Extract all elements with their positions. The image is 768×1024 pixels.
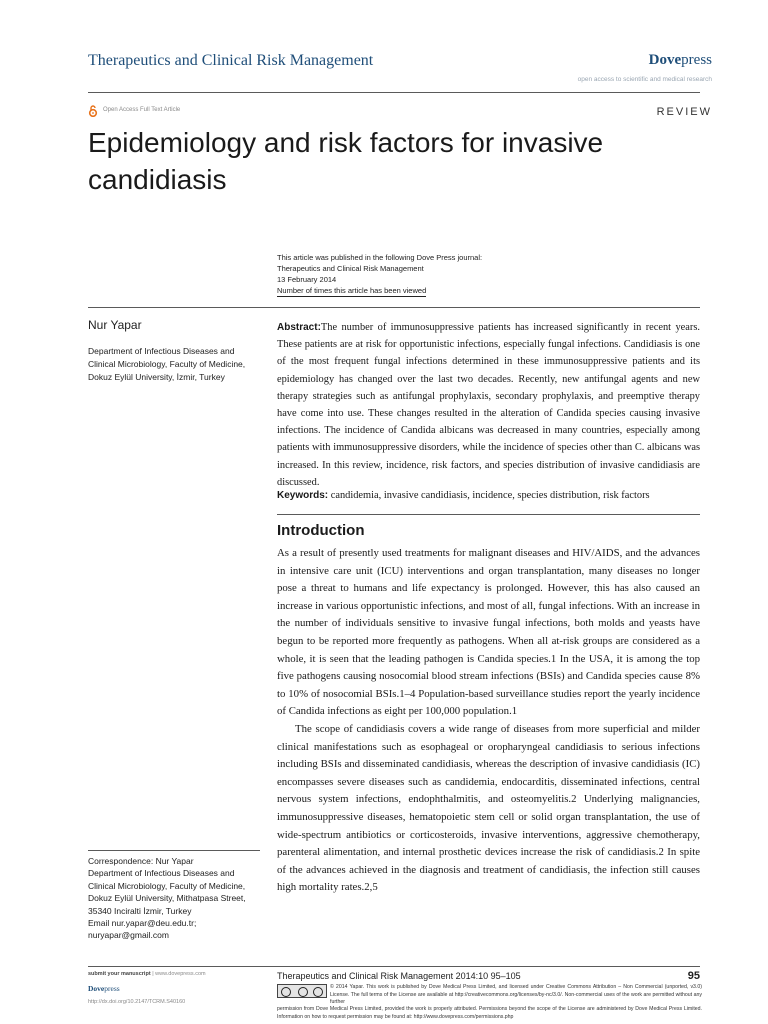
correspondence-line: 35340 Inciralti İzmir, Turkey: [88, 905, 192, 916]
footer-brand-dove: Dove: [88, 984, 105, 993]
paragraph: The scope of candidiasis covers a wide range of diseases from more superficial and milder clinical manifestations such as esophageal or oropharyngeal candidiasis to serious infections including BSIs and disseminated candidiasis, whereas the description of invasive candidiasis (IC) encompasses severe diseases such as candidemia, endocarditis, disseminated infections, central nervous system infections, endophthalmitis, and osteomyelitis.2 Underlying malignancies, immunosuppressive diseases, hematopoietic stem cell or solid organ transplantation, the use of wide-spectrum antibiotics or corticosteroids, invasive interventions, aggressive chemotherapy, parenteral alimentation, and internal prosthetic devices increase the risk of candidiasis.2 In spite of the advances achieved in the diagnosis and treatment of candidiasis, the infection still causes high mortality rates.2,5: [277, 722, 700, 894]
title-line-2: candidiasis: [88, 164, 227, 195]
open-access-lock-icon: [88, 105, 98, 117]
abstract: [277, 319, 700, 491]
correspondence-line: Clinical Microbiology, Faculty of Medicine,: [88, 880, 246, 891]
correspondence-divider: [88, 850, 260, 851]
brand-dove: Dove: [648, 52, 682, 68]
abstract-label: Abstract:: [277, 322, 321, 333]
open-access-label: Open Access Full Text Article: [103, 107, 181, 113]
pub-info-line: This article was published in the following Dove Press journal:: [277, 253, 483, 262]
creative-commons-badge-icon[interactable]: [277, 984, 327, 998]
submit-url: | www.dovepress.com: [152, 971, 206, 977]
correspondence: [88, 855, 268, 942]
pub-info-date: 13 February 2014: [277, 275, 337, 284]
keywords: [277, 489, 700, 503]
brand-press: press: [681, 52, 712, 68]
nc-circle-icon: [313, 987, 323, 997]
footer-brand-press: press: [104, 984, 120, 993]
correspondence-line: Correspondence: Nur Yapar: [88, 856, 194, 866]
intro-divider: [277, 514, 700, 515]
page-number: 95: [687, 970, 700, 982]
doi-link[interactable]: http://dx.doi.org/10.2147/TCRM.S40160: [88, 999, 186, 1005]
keywords-label: Keywords:: [277, 490, 329, 501]
article-title: [88, 124, 648, 198]
dovepress-logo[interactable]: [649, 52, 712, 69]
body-text: [277, 545, 700, 897]
author-name: Nur Yapar: [88, 318, 142, 332]
cc-circle-icon: [281, 987, 291, 997]
author-affiliation: Department of Infectious Diseases and Clinical Microbiology, Faculty of Medicine, Dokuz Eylül University, İzmir, Turkey: [88, 346, 246, 382]
title-line-1: Epidemiology and risk factors for invasive: [88, 127, 604, 158]
correspondence-line: Department of Infectious Diseases and: [88, 868, 235, 879]
correspondence-line: Dokuz Eylül University, Mithatpasa Street,: [88, 893, 246, 904]
submit-manuscript-link[interactable]: [88, 971, 206, 977]
by-circle-icon: [298, 987, 308, 997]
correspondence-email[interactable]: nuryapar@gmail.com: [88, 930, 169, 941]
footer-dovepress-logo[interactable]: [88, 984, 120, 993]
journal-title: Therapeutics and Clinical Risk Management: [88, 52, 374, 69]
license-text: © 2014 Yapar. This work is published by Dove Medical Press Limited, and licensed under Creative Commons Attribution – Non Commercial (unported, v3.0) License. The full terms of the License are available at http://creativecommons.org/licenses/by-nc/3.0/. Non-commercial uses of the work are permitted without any further: [330, 984, 702, 1005]
views-link[interactable]: Number of times this article has been viewed: [277, 286, 427, 295]
correspondence-email[interactable]: Email nur.yapar@deu.edu.tr;: [88, 918, 197, 929]
abstract-text: The number of immunosuppressive patients has increased significantly in recent years. These patients are at risk for opportunistic infections, especially fungal infections. Candidiasis is one of the most frequent fungal infections determined in these immunosuppressive patients and its epidemiology has changed over the last two decades. Recently, new antifungal agents and new therapy strategies such as antifungal prophylaxis, secondary prophylaxis, and preemptive therapy have come into use. These changes resulted in the alteration of Candida species causing invasive infections. The incidence of Candida albicans was decreased in many countries, especially among patients with immunosuppressive disorders, while the incidence of species other than C. albicans was increased. In this review, incidence, risk factors, and species distribution of invasive candidiasis are discussed.: [277, 322, 700, 488]
footer-divider: [88, 966, 700, 967]
section-heading-introduction: Introduction: [277, 522, 365, 539]
footer-journal-citation: Therapeutics and Clinical Risk Management 2014:10 95–105: [277, 971, 521, 981]
keywords-text: candidemia, invasive candidiasis, incidence, species distribution, risk factors: [330, 490, 650, 501]
license-text-continued: permission from Dove Medical Press Limited, provided the work is properly attributed. Permissions beyond the scope of the License are administered by Dove Medical Press Limited. Information on how to request permission may be found at: http://www.dovepress.com/permissions.php: [277, 1006, 702, 1020]
pub-info-journal: Therapeutics and Clinical Risk Management: [277, 264, 424, 273]
article-type-label: REVIEW: [656, 106, 712, 118]
brand-tagline: open access to scientific and medical research: [577, 76, 712, 83]
paragraph: As a result of presently used treatments for malignant diseases and HIV/AIDS, and the advances in intensive care unit (ICU) interventions and organ transplantation, many diseases no longer pose a threat to humans and life expectancy is prolonged. However, this has also caused an increase in various opportunistic infections, and most of all, fungal infections. With an increase in the number of individuals sensitive to invasive fungal infections, both molds and yeasts have begun to be reported more frequently as pathogens. When all at-risk groups are considered as a whole, it is seen that the leading pathogen is Candida species.1 In the USA, it is among the top five pathogens causing nosocomial blood stream infections (BSIs) and Candida species cause 8% to 10% of nosocomial BSIs.1–4 Population-based surveillance studies report the yearly incidence of Candida infections as eight per 100,000 population.1: [277, 547, 700, 718]
header-divider: [88, 92, 700, 93]
submit-label: submit your manuscript: [88, 971, 151, 977]
section-divider: [88, 307, 700, 308]
publication-info: [277, 252, 697, 297]
